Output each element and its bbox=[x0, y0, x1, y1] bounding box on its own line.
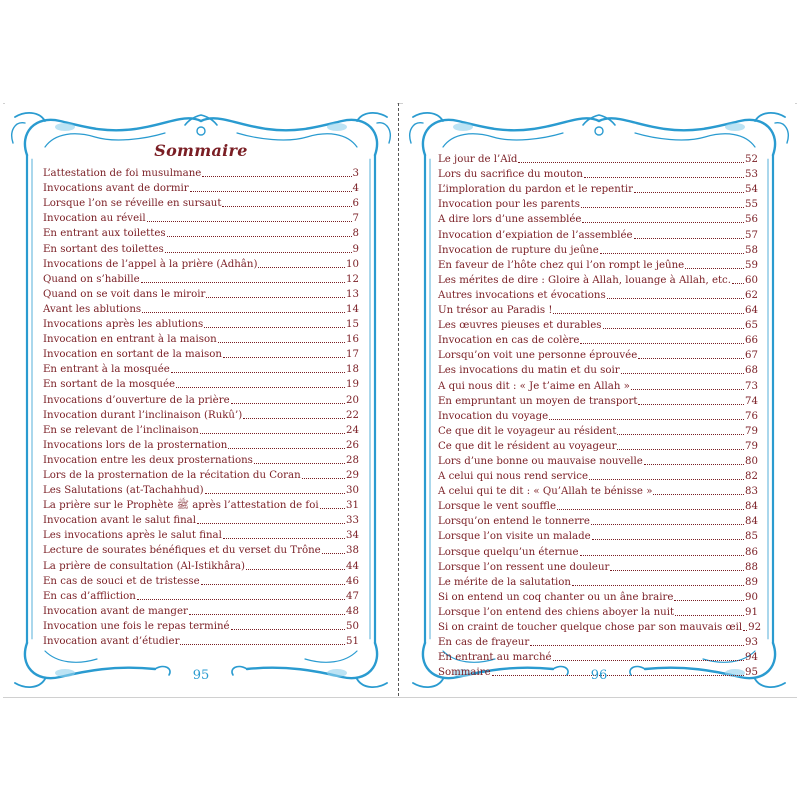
toc-entry-page: 60 bbox=[745, 274, 758, 286]
toc-entry bbox=[438, 302, 758, 317]
toc-entry-page: 67 bbox=[745, 350, 758, 362]
toc-entry bbox=[43, 331, 359, 346]
toc-entry-title: La prière de consultation (Al-Istikhâra) bbox=[43, 560, 245, 572]
dot-leader bbox=[553, 660, 745, 661]
toc-entry-page: 57 bbox=[745, 229, 758, 241]
toc-entry-page: 18 bbox=[346, 364, 359, 376]
toc-entry bbox=[43, 452, 359, 467]
toc-entry bbox=[43, 361, 359, 376]
toc-entry-title: Lorsque quelqu’un éternue bbox=[438, 546, 579, 558]
toc-entry-title: En se relevant de l’inclinaison bbox=[43, 424, 199, 436]
toc-entry-page: 24 bbox=[346, 424, 359, 436]
toc-entry bbox=[438, 468, 758, 483]
toc-entry bbox=[438, 559, 758, 574]
toc-entry bbox=[43, 467, 359, 482]
toc-entry-page: 34 bbox=[346, 530, 359, 542]
dot-leader bbox=[617, 449, 744, 450]
toc-entry-title: Un trésor au Paradis ! bbox=[438, 305, 553, 317]
toc-entry-title: Invocation une fois le repas terminé bbox=[43, 620, 230, 632]
toc-entry-page: 10 bbox=[346, 258, 359, 270]
toc-entry-page: 16 bbox=[346, 334, 359, 346]
toc-entry bbox=[438, 498, 758, 513]
toc-entry bbox=[43, 271, 359, 286]
toc-entry-title: En sortant de la mosquée bbox=[43, 379, 176, 391]
dot-leader bbox=[176, 387, 345, 388]
toc-entry bbox=[438, 513, 758, 528]
toc-entry-title: Invocations avant de dormir bbox=[43, 183, 189, 195]
dot-leader bbox=[258, 267, 345, 268]
toc-entry bbox=[438, 377, 758, 392]
toc-entry bbox=[43, 256, 359, 271]
toc-entry-title: Sommaire bbox=[438, 667, 491, 679]
dot-leader bbox=[206, 297, 345, 298]
toc-entry-page: 89 bbox=[745, 576, 758, 588]
toc-entry bbox=[438, 543, 758, 558]
toc-entry bbox=[438, 211, 758, 226]
toc-entry-page: 31 bbox=[346, 500, 359, 512]
toc-entry-title: Autres invocations et évocations bbox=[438, 289, 606, 301]
dot-leader bbox=[572, 585, 744, 586]
dot-leader bbox=[246, 569, 345, 570]
toc-entry bbox=[43, 165, 359, 180]
toc-entry-title: Invocation du voyage bbox=[438, 410, 549, 422]
toc-entry-page: 90 bbox=[745, 591, 758, 603]
toc-entry-title: Ce que dit le voyageur au résident bbox=[438, 425, 617, 437]
toc-entry-page: 15 bbox=[346, 319, 359, 331]
toc-entry bbox=[438, 649, 758, 664]
toc-entry-title: Lorsque l’on visite un malade bbox=[438, 531, 591, 543]
toc-entry-title: Les invocations du matin et du soir bbox=[438, 365, 620, 377]
toc-entry bbox=[43, 422, 359, 437]
dot-leader bbox=[189, 614, 345, 615]
toc-entry-page: 28 bbox=[346, 454, 359, 466]
dot-leader bbox=[634, 238, 744, 239]
dot-leader bbox=[603, 328, 744, 329]
dot-leader bbox=[165, 252, 352, 253]
dot-leader bbox=[180, 644, 345, 645]
toc-entry-page: 7 bbox=[352, 213, 359, 225]
toc-entry-page: 73 bbox=[745, 380, 758, 392]
toc-entry-title: Lors du sacrifice du mouton bbox=[438, 169, 583, 181]
toc-entry-page: 74 bbox=[745, 395, 758, 407]
toc-entry-page: 30 bbox=[346, 485, 359, 497]
toc-list-right bbox=[438, 151, 762, 679]
toc-entry-page: 13 bbox=[346, 288, 359, 300]
dot-leader bbox=[223, 357, 345, 358]
page-right bbox=[403, 103, 795, 696]
toc-entry-title: Invocation au réveil bbox=[43, 213, 146, 225]
dot-leader bbox=[580, 343, 744, 344]
toc-entry-page: 84 bbox=[745, 501, 758, 513]
dot-leader bbox=[621, 373, 744, 374]
dot-leader bbox=[549, 419, 744, 420]
page-number: 95 bbox=[192, 668, 210, 683]
toc-entry-title: Invocations d’ouverture de la prière bbox=[43, 394, 230, 406]
toc-entry bbox=[43, 542, 359, 557]
toc-entry-page: 93 bbox=[745, 637, 758, 649]
toc-entry-page: 59 bbox=[745, 259, 758, 271]
toc-entry-title: Invocation en entrant à la maison bbox=[43, 334, 217, 346]
toc-entry-title: La prière sur le Prophète ﷺ après l’attestation de foi bbox=[43, 500, 319, 512]
toc-entry-page: 62 bbox=[745, 289, 758, 301]
dot-leader bbox=[581, 207, 744, 208]
dot-leader bbox=[592, 539, 744, 540]
dot-leader bbox=[202, 176, 351, 177]
toc-entry-page: 12 bbox=[346, 273, 359, 285]
page-left bbox=[5, 103, 397, 696]
toc-entry-title: A dire lors d’une assemblée bbox=[438, 214, 582, 226]
toc-entry-page: 83 bbox=[745, 486, 758, 498]
toc-entry-title: En sortant des toilettes bbox=[43, 243, 164, 255]
toc-entry-page: 38 bbox=[346, 545, 359, 557]
dot-leader bbox=[631, 389, 744, 390]
toc-entry-page: 82 bbox=[745, 471, 758, 483]
toc-entry-title: Quand on s’habille bbox=[43, 273, 140, 285]
toc-entry-page: 20 bbox=[346, 394, 359, 406]
toc-entry bbox=[43, 482, 359, 497]
toc-entry-page: 79 bbox=[745, 425, 758, 437]
toc-entry-title: Lors d’une bonne ou mauvaise nouvelle bbox=[438, 455, 643, 467]
dot-leader bbox=[674, 600, 744, 601]
toc-entry bbox=[438, 438, 758, 453]
toc-entry bbox=[43, 497, 359, 512]
toc-entry bbox=[438, 604, 758, 619]
toc-entry-title: Invocation en sortant de la maison bbox=[43, 349, 222, 361]
toc-entry-title: A celui qui nous rend service bbox=[438, 471, 589, 483]
toc-entry-page: 68 bbox=[745, 365, 758, 377]
toc-entry bbox=[43, 527, 359, 542]
toc-entry-title: Invocations de l’appel à la prière (Adhân) bbox=[43, 258, 258, 270]
toc-entry-title: Invocation d’expiation de l’assemblée bbox=[438, 229, 633, 241]
toc-entry bbox=[438, 242, 758, 257]
toc-entry-page: 52 bbox=[745, 154, 758, 166]
toc-entry-page: 26 bbox=[346, 439, 359, 451]
dot-leader bbox=[205, 493, 345, 494]
toc-entry bbox=[43, 286, 359, 301]
toc-entry-title: Lorsqu’on entend le tonnerre bbox=[438, 516, 590, 528]
toc-entry bbox=[438, 196, 758, 211]
toc-entry-title: Si on entend un coq chanter ou un âne braire bbox=[438, 591, 674, 603]
dot-leader bbox=[201, 584, 345, 585]
toc-entry-page: 8 bbox=[352, 228, 359, 240]
dot-leader bbox=[600, 253, 744, 254]
toc-entry-page: 48 bbox=[346, 605, 359, 617]
toc-entry-title: Si on craint de toucher quelque chose par son mauvais œil bbox=[438, 622, 743, 633]
dot-leader bbox=[638, 404, 744, 405]
toc-entry bbox=[438, 272, 758, 287]
toc-entry-page: 95 bbox=[745, 667, 758, 679]
dot-leader bbox=[607, 298, 744, 299]
toc-entry-title: Ce que dit le résident au voyageur bbox=[438, 440, 617, 452]
dot-leader bbox=[580, 555, 744, 556]
toc-entry bbox=[438, 574, 758, 589]
toc-entry-title: Invocation avant d’étudier bbox=[43, 636, 180, 647]
dot-leader bbox=[204, 327, 345, 328]
toc-entry bbox=[43, 240, 359, 255]
toc-entry-page: 19 bbox=[346, 379, 359, 391]
toc-entry-page: 22 bbox=[346, 409, 359, 421]
toc-entry-title: A qui nous dit : « Je t’aime en Allah » bbox=[438, 380, 630, 392]
toc-entry bbox=[438, 393, 758, 408]
toc-entry-title: Invocation durant l’inclinaison (Rukû’) bbox=[43, 409, 243, 421]
toc-entry-page: 50 bbox=[346, 620, 359, 632]
page-number: 96 bbox=[590, 668, 608, 683]
toc-entry bbox=[438, 317, 758, 332]
toc-entry-title: Les œuvres pieuses et durables bbox=[438, 320, 602, 332]
dot-leader bbox=[228, 448, 345, 449]
toc-entry bbox=[43, 301, 359, 316]
toc-entry-title: En empruntant un moyen de transport bbox=[438, 395, 638, 407]
dot-leader bbox=[644, 464, 744, 465]
toc-entry-page: 14 bbox=[346, 303, 359, 315]
toc-entry bbox=[438, 423, 758, 438]
toc-entry-title: A celui qui te dit : « Qu’Allah te bénisse » bbox=[438, 486, 653, 498]
toc-entry-title: Lorsque le vent souffle bbox=[438, 501, 556, 513]
dot-leader bbox=[320, 508, 345, 509]
toc-entry-page: 54 bbox=[745, 184, 758, 196]
dot-leader bbox=[222, 206, 351, 207]
toc-entry-page: 88 bbox=[745, 561, 758, 573]
toc-entry bbox=[438, 453, 758, 468]
dot-leader bbox=[302, 478, 345, 479]
toc-entry-page: 46 bbox=[346, 575, 359, 587]
toc-entry-title: En faveur de l’hôte chez qui l’on rompt le jeûne bbox=[438, 259, 685, 271]
toc-entry bbox=[438, 483, 758, 498]
toc-entry-page: 56 bbox=[745, 214, 758, 226]
toc-entry-page: 3 bbox=[352, 168, 359, 180]
toc-entry bbox=[438, 347, 758, 362]
toc-entry-page: 58 bbox=[745, 244, 758, 256]
toc-entry-title: Invocation avant de manger bbox=[43, 605, 188, 617]
toc-entry-title: En entrant aux toilettes bbox=[43, 228, 166, 240]
toc-entry-title: Invocation en cas de colère bbox=[438, 335, 580, 347]
toc-entry-page: 86 bbox=[745, 546, 758, 558]
dot-leader bbox=[231, 629, 345, 630]
toc-entry-title: L’attestation de foi musulmane bbox=[43, 168, 202, 180]
toc-entry-page: 9 bbox=[352, 243, 359, 255]
toc-entry-page: 17 bbox=[346, 349, 359, 361]
dot-leader bbox=[530, 645, 744, 646]
toc-entry-page: 79 bbox=[745, 440, 758, 452]
toc-entry bbox=[43, 346, 359, 361]
toc-entry bbox=[43, 437, 359, 452]
toc-entry-page: 85 bbox=[745, 531, 758, 543]
toc-entry-page: 33 bbox=[346, 515, 359, 527]
toc-entry-page: 4 bbox=[352, 183, 359, 195]
toc-entry bbox=[438, 528, 758, 543]
toc-entry-title: En entrant à la mosquée bbox=[43, 364, 170, 376]
toc-entry-title: Le jour de l’Aïd bbox=[438, 154, 518, 166]
dot-leader bbox=[200, 433, 345, 434]
dot-leader bbox=[553, 313, 744, 314]
toc-entry bbox=[43, 512, 359, 527]
dot-leader bbox=[617, 434, 744, 435]
dot-leader bbox=[653, 494, 744, 495]
toc-entry bbox=[438, 287, 758, 302]
toc-entry bbox=[43, 180, 359, 195]
toc-entry-page: 76 bbox=[745, 410, 758, 422]
dot-leader bbox=[518, 162, 744, 163]
toc-entry bbox=[43, 573, 359, 588]
toc-entry-title: Lors de la prosternation de la récitation du Coran bbox=[43, 469, 301, 481]
toc-entry bbox=[43, 407, 359, 422]
toc-entry bbox=[43, 316, 359, 331]
toc-entry-title: Avant les ablutions bbox=[43, 303, 142, 315]
toc-entry bbox=[438, 619, 762, 634]
toc-entry-page: 91 bbox=[745, 606, 758, 618]
toc-entry bbox=[43, 633, 359, 648]
dot-leader bbox=[141, 282, 345, 283]
dot-leader bbox=[557, 509, 744, 510]
toc-entry bbox=[43, 618, 359, 633]
toc-entry-title: Invocation de rupture du jeûne bbox=[438, 244, 599, 256]
dot-leader bbox=[167, 236, 352, 237]
dot-leader bbox=[584, 177, 744, 178]
dot-leader bbox=[142, 312, 345, 313]
toc-entry-page: 6 bbox=[352, 198, 359, 210]
toc-entry-title: En cas de souci et de tristesse bbox=[43, 575, 200, 587]
toc-entry-title: Les Salutations (at-Tachahhud) bbox=[43, 485, 204, 497]
dot-leader bbox=[685, 268, 744, 269]
dot-leader bbox=[582, 222, 744, 223]
dot-leader bbox=[322, 553, 345, 554]
toc-entry-page: 29 bbox=[346, 469, 359, 481]
toc-entry-title: Invocation pour les parents bbox=[438, 199, 580, 211]
dot-leader bbox=[231, 403, 345, 404]
toc-entry-title: Lorsque l’on entend des chiens aboyer la nuit bbox=[438, 606, 675, 618]
toc-entry bbox=[43, 210, 359, 225]
dot-leader bbox=[137, 599, 345, 600]
toc-entry-title: Lorsque l’on se réveille en sursaut bbox=[43, 198, 222, 210]
toc-entry-page: 84 bbox=[745, 516, 758, 528]
dot-leader bbox=[610, 570, 744, 571]
toc-entry-title: En entrant au marché bbox=[438, 652, 552, 664]
toc-entry bbox=[43, 557, 359, 572]
toc-entry bbox=[438, 226, 758, 241]
toc-entry-page: 80 bbox=[745, 455, 758, 467]
dot-leader bbox=[634, 192, 744, 193]
dot-leader bbox=[223, 538, 345, 539]
dot-leader bbox=[197, 523, 345, 524]
toc-entry-title: Les mérites de dire : Gloire à Allah, louange à Allah, etc. bbox=[438, 274, 732, 286]
toc-entry bbox=[438, 634, 758, 649]
dot-leader bbox=[638, 358, 744, 359]
toc-entry-title: Invocations après les ablutions bbox=[43, 319, 204, 331]
dot-leader bbox=[589, 479, 744, 480]
toc-entry bbox=[438, 408, 758, 423]
dot-leader bbox=[218, 342, 345, 343]
dot-leader bbox=[190, 191, 352, 192]
toc-list-left bbox=[43, 165, 359, 648]
toc-entry bbox=[43, 588, 359, 603]
toc-entry bbox=[43, 603, 359, 618]
toc-entry-title: Quand on se voit dans le miroir bbox=[43, 288, 206, 300]
page-title: Sommaire bbox=[154, 141, 248, 160]
dot-leader bbox=[743, 630, 747, 631]
toc-entry-page: 55 bbox=[745, 199, 758, 211]
dot-leader bbox=[591, 524, 744, 525]
toc-entry-page: 64 bbox=[745, 305, 758, 317]
toc-entry-page: 47 bbox=[346, 590, 359, 602]
dot-leader bbox=[732, 283, 744, 284]
toc-entry-title: En cas d’affliction bbox=[43, 590, 136, 602]
toc-entry-page: 53 bbox=[745, 169, 758, 181]
toc-entry bbox=[43, 376, 359, 391]
page-gutter bbox=[398, 103, 399, 696]
toc-entry bbox=[438, 589, 758, 604]
dot-leader bbox=[243, 418, 345, 419]
toc-entry-page: 92 bbox=[748, 622, 762, 633]
toc-entry bbox=[438, 151, 758, 166]
dot-leader bbox=[675, 615, 744, 616]
dot-leader bbox=[171, 372, 345, 373]
toc-entry-title: Les invocations après le salut final bbox=[43, 530, 222, 542]
toc-entry-page: 65 bbox=[745, 320, 758, 332]
toc-entry-title: Lorsque l’on ressent une douleur bbox=[438, 561, 610, 573]
toc-entry bbox=[438, 166, 758, 181]
toc-entry-page: 66 bbox=[745, 335, 758, 347]
toc-entry-title: Lecture de sourates bénéfiques et du verset du Trône bbox=[43, 545, 321, 557]
toc-entry-title: Invocations lors de la prosternation bbox=[43, 439, 228, 451]
toc-entry-title: Invocation avant le salut final bbox=[43, 515, 197, 527]
toc-entry-title: Lorsqu’on voit une personne éprouvée bbox=[438, 350, 638, 362]
toc-entry-page: 51 bbox=[346, 636, 359, 647]
toc-entry bbox=[438, 181, 758, 196]
toc-entry bbox=[43, 391, 359, 406]
toc-entry-title: En cas de frayeur bbox=[438, 637, 530, 649]
toc-entry bbox=[43, 195, 359, 210]
toc-entry-title: Invocation entre les deux prosternations bbox=[43, 454, 253, 466]
toc-entry bbox=[438, 362, 758, 377]
toc-entry-page: 94 bbox=[745, 652, 758, 664]
dot-leader bbox=[254, 463, 345, 464]
toc-entry-title: Le mérite de la salutation bbox=[438, 576, 571, 588]
toc-entry-page: 44 bbox=[346, 560, 359, 572]
toc-entry bbox=[43, 225, 359, 240]
toc-entry-title: L’imploration du pardon et le repentir bbox=[438, 184, 633, 196]
toc-entry bbox=[438, 257, 758, 272]
toc-entry bbox=[438, 332, 758, 347]
dot-leader bbox=[147, 221, 352, 222]
